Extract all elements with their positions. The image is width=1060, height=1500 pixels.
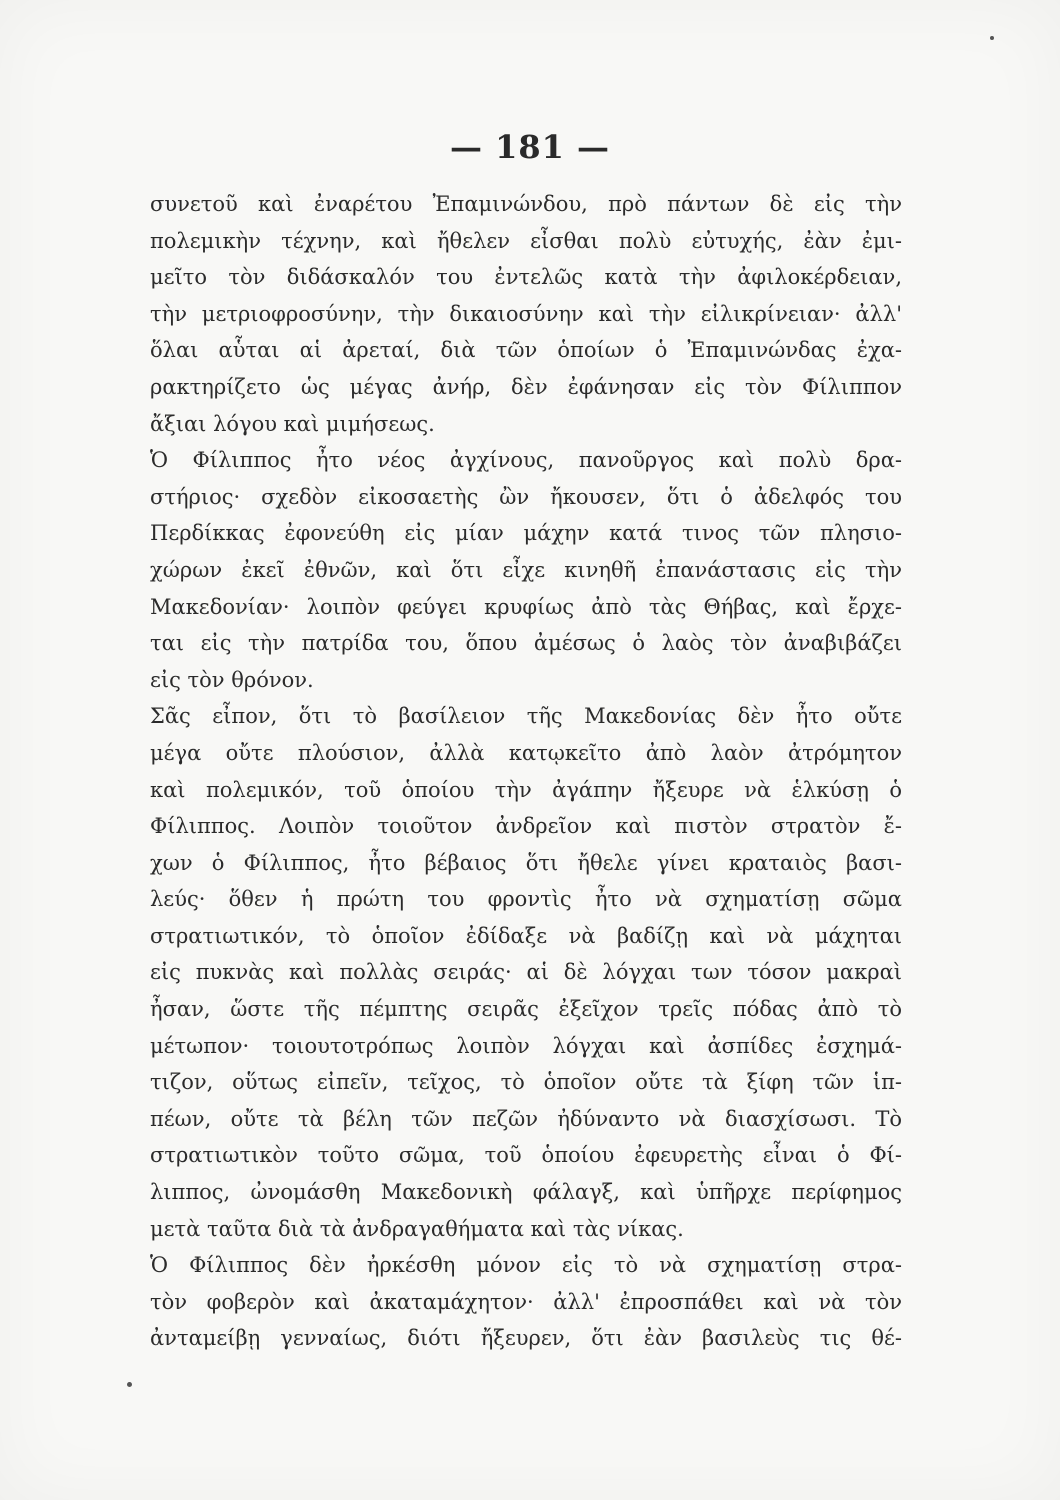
text-line: λιππος, ὠνομάσθη Μακεδονικὴ φάλαγξ, καὶ ὑπῆρχε περίφημος — [150, 1180, 902, 1205]
ink-speck — [127, 1382, 132, 1387]
text-line: Ὁ Φίλιππος ἦτο νέος ἀγχίνους, πανοῦργος καὶ πολὺ δρα- — [150, 448, 902, 473]
text-line: χων ὁ Φίλιππος, ἦτο βέβαιος ὅτι ἤθελε γίνει κραταιὸς βασι- — [150, 850, 902, 875]
text-line: πολεμικὴν τέχνην, καὶ ἤθελεν εἶσθαι πολὺ εὐτυχής, ἐὰν ἐμι- — [150, 228, 902, 253]
text-line: ἦσαν, ὥστε τῆς πέμπτης σειρᾶς ἐξεῖχον τρεῖς πόδας ἀπὸ τὸ — [150, 997, 902, 1022]
text-line: στρατιωτικὸν τοῦτο σῶμα, τοῦ ὁποίου ἐφευρετὴς εἶναι ὁ Φί- — [150, 1143, 902, 1168]
text-line: λεύς· ὅθεν ἡ πρώτη του φροντὶς ἦτο νὰ σχηματίσῃ σῶμα — [150, 887, 902, 912]
ink-speck — [990, 36, 994, 40]
text-line: πέων, οὔτε τὰ βέλη τῶν πεζῶν ἠδύναντο νὰ διασχίσωσι. Τὸ — [150, 1106, 902, 1131]
text-line: Φίλιππος. Λοιπὸν τοιοῦτον ἀνδρεῖον καὶ πιστὸν στρατὸν ἔ- — [150, 814, 902, 839]
text-line: Μακεδονίαν· λοιπὸν φεύγει κρυφίως ἀπὸ τὰς Θήβας, καὶ ἔρχε- — [150, 594, 902, 619]
page-number: — 181 — — [449, 128, 611, 166]
text-line: ὅλαι αὗται αἱ ἀρεταί, διὰ τῶν ὁποίων ὁ Ἐπαμινώνδας ἐχα- — [150, 338, 902, 363]
text-line: τὸν φοβερὸν καὶ ἀκαταμάχητον· ἀλλ' ἐπροσπάθει καὶ νὰ τὸν — [150, 1289, 902, 1314]
text-line: μέτωπον· τοιουτοτρόπως λοιπὸν λόγχαι καὶ ἀσπίδες ἐσχημά- — [150, 1033, 902, 1058]
text-line: καὶ πολεμικόν, τοῦ ὁποίου τὴν ἀγάπην ἤξευρε νὰ ἑλκύσῃ ὁ — [150, 777, 902, 802]
text-line: ἄξιαι λόγου καὶ μιμήσεως. — [150, 411, 435, 436]
text-line: χώρων ἐκεῖ ἐθνῶν, καὶ ὅτι εἶχε κινηθῆ ἐπανάστασις εἰς τὴν — [150, 557, 902, 582]
text-line: Περδίκκας ἐφονεύθη εἰς μίαν μάχην κατά τινος τῶν πλησιο- — [150, 521, 902, 546]
text-line: μέγα οὔτε πλούσιον, ἀλλὰ κατῳκεῖτο ἀπὸ λαὸν ἀτρόμητον — [150, 740, 902, 765]
text-line: στρατιωτικόν, τὸ ὁποῖον ἐδίδαξε νὰ βαδίζῃ καὶ νὰ μάχηται — [150, 923, 902, 948]
text-line: ρακτηρίζετο ὡς μέγας ἀνήρ, δὲν ἐφάνησαν εἰς τὸν Φίλιππον — [150, 374, 902, 399]
text-line: Σᾶς εἶπον, ὅτι τὸ βασίλειον τῆς Μακεδονίας δὲν ἦτο οὔτε — [150, 704, 902, 729]
text-line: ἀνταμείβῃ γενναίως, διότι ἤξευρεν, ὅτι ἐὰν βασιλεὺς τις θέ- — [150, 1326, 902, 1351]
text-line: τιζον, οὕτως εἰπεῖν, τεῖχος, τὸ ὁποῖον οὔτε τὰ ξίφη τῶν ἱπ- — [150, 1070, 902, 1095]
text-line: μεῖτο τὸν διδάσκαλόν του ἐντελῶς κατὰ τὴν ἀφιλοκέρδειαν, — [150, 265, 902, 290]
text-line: μετὰ ταῦτα διὰ τὰ ἀνδραγαθήματα καὶ τὰς νίκας. — [150, 1216, 684, 1241]
body-text — [150, 186, 902, 1357]
text-line: Ὁ Φίλιππος δὲν ἠρκέσθη μόνον εἰς τὸ νὰ σχηματίσῃ στρα- — [150, 1253, 902, 1278]
text-line: στήριος· σχεδὸν εἰκοσαετὴς ὢν ἤκουσεν, ὅτι ὁ ἀδελφός του — [150, 484, 902, 509]
text-line: ται εἰς τὴν πατρίδα του, ὅπου ἀμέσως ὁ λαὸς τὸν ἀναβιβάζει — [150, 631, 902, 656]
text-line: εἰς πυκνὰς καὶ πολλὰς σειράς· αἱ δὲ λόγχαι των τόσον μακραὶ — [150, 960, 902, 985]
text-line: εἰς τὸν θρόνον. — [150, 667, 314, 692]
text-line: συνετοῦ καὶ ἐναρέτου Ἐπαμινώνδου, πρὸ πάντων δὲ εἰς τὴν — [150, 192, 902, 216]
text-line: τὴν μετριοφροσύνην, τὴν δικαιοσύνην καὶ τὴν εἰλικρίνειαν· ἀλλ' — [150, 301, 902, 326]
